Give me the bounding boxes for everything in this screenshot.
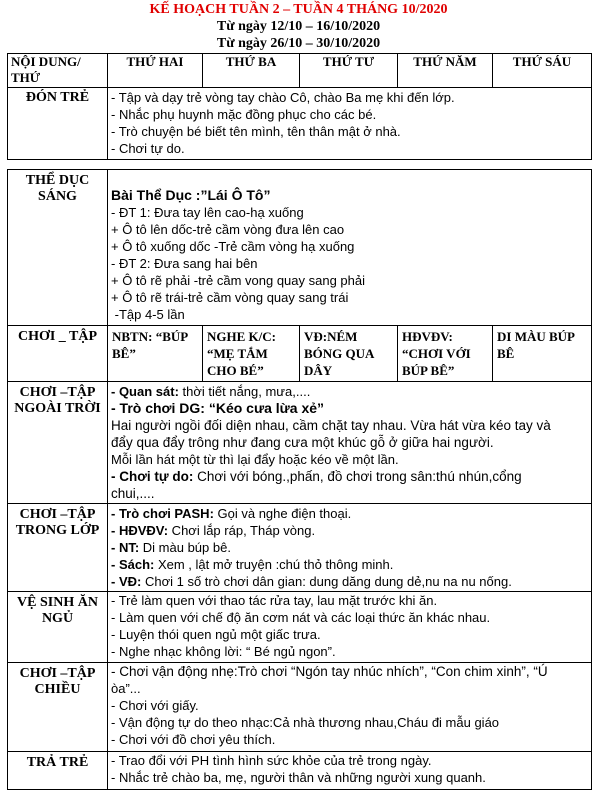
text-line: òa”...: [111, 681, 141, 696]
row-ngoai-troi: [8, 382, 592, 504]
text-line: + Ô tô rẽ phải -trẻ cầm vong quay sang phải: [111, 273, 366, 288]
header-wednesday: THỨ TƯ: [300, 54, 398, 88]
bold-key: - VĐ:: [111, 574, 142, 589]
text-line: Hai người ngồi đối diện nhau, cầm chặt tay nhau. Vừa hát vừa kéo tay và: [111, 418, 551, 433]
text-line: - ĐT 1: Đưa tay lên cao-hạ xuống: [111, 205, 304, 220]
schedule-table-top: [7, 53, 592, 160]
label-trong-lop: CHƠI –TẬP TRONG LỚP: [8, 504, 108, 592]
row-choi-tap: [8, 326, 592, 382]
text-line: chui,....: [111, 486, 155, 501]
row-ve-sinh: [8, 592, 592, 663]
text-line: - Tập và dạy trẻ vòng tay chào Cô, chào Ba mẹ khi đến lớp.: [111, 90, 455, 105]
text-line: - Trò chuyện bé biết tên mình, tên thân mật ở nhà.: [111, 124, 401, 139]
text-line: [111, 522, 591, 539]
activity-thursday: HĐVĐV: “CHƠI VỚI BÚP BÊ”: [398, 326, 493, 382]
text-line: [111, 468, 591, 485]
plan-title: KẾ HOẠCH TUẦN 2 – TUẦN 4 THÁNG 10/2020: [149, 2, 448, 17]
content-don-tre: [108, 88, 592, 160]
bold-key: - Sách:: [111, 557, 155, 572]
row-don-tre: [8, 88, 592, 160]
activity-friday: DI MÀU BÚP BÊ: [493, 326, 592, 382]
activity-tuesday: NGHE K/C: “MẸ TẮM CHO BÉ”: [203, 326, 300, 382]
text-line: - Chơi với giấy.: [111, 698, 199, 713]
content-tra-tre: [108, 752, 592, 790]
text-line: - Chơi vận động nhẹ:Trò chơi “Ngón tay nhúc nhích”, “Con chim xinh”, “Ú: [111, 664, 548, 679]
activity-monday: NBTN: “BÚP BÊ”: [108, 326, 203, 382]
header-monday: THỨ HAI: [108, 54, 203, 88]
text-value: Chơi lắp ráp, Tháp vòng.: [168, 523, 316, 538]
bold-key: - Trò chơi PASH:: [111, 506, 214, 521]
date-range-1: Từ ngày 12/10 – 16/10/2020: [216, 19, 381, 34]
text-value: Di màu búp bê.: [139, 540, 231, 555]
label-ngoai-troi: CHƠI –TẬP NGOÀI TRỜI: [8, 382, 108, 504]
header-content-day: NỘI DUNG/ THỨ: [8, 54, 108, 88]
text-line: [111, 400, 591, 417]
text-line: đẩy qua đẩy trông như đang cưa một khúc gỗ ở giữa hai người.: [111, 435, 494, 450]
text-value: Xem , lật mở truyện :chú thỏ thông minh.: [154, 557, 394, 572]
row-the-duc: [8, 170, 592, 326]
text-line: + Ô tô lên dốc-trẻ cầm vòng đưa lên cao: [111, 222, 345, 237]
content-the-duc: [108, 170, 592, 326]
text-line: - Chơi tự do.: [111, 141, 185, 156]
bold-key: - Trò chơi DG: “Kéo cưa lừa xẻ”: [111, 400, 325, 416]
bold-key: - HĐVĐV:: [111, 523, 169, 538]
header-thursday: THỨ NĂM: [398, 54, 493, 88]
row-trong-lop: [8, 504, 592, 592]
content-trong-lop: [108, 504, 592, 592]
content-ve-sinh: [108, 592, 592, 663]
text-line: - Nhắc phụ huynh mặc đồng phục cho các bé.: [111, 107, 377, 122]
text-line: - Trẻ làm quen với thao tác rửa tay, lau mặt trước khi ăn.: [111, 593, 438, 608]
text-line: + Ô tô xuống dốc -Trẻ cầm vòng hạ xuống: [111, 239, 355, 254]
text-line: [111, 573, 591, 590]
content-ngoai-troi: [108, 382, 592, 504]
row-tra-tre: [8, 752, 592, 790]
header-tuesday: THỨ BA: [203, 54, 300, 88]
label-choi-tap: CHƠI _ TẬP: [8, 326, 108, 382]
text-line: [111, 505, 591, 522]
text-line: - Chơi với đồ chơi yêu thích.: [111, 732, 276, 747]
text-value: thời tiết nắng, mưa,....: [178, 384, 311, 399]
text-line: -Tập 4-5 lần: [111, 307, 185, 322]
label-tra-tre: TRẢ TRẺ: [8, 752, 108, 790]
label-ve-sinh: VỆ SINH ĂN NGỦ: [8, 592, 108, 663]
label-chieu: CHƠI –TẬP CHIỀU: [8, 663, 108, 752]
content-chieu: [108, 663, 592, 752]
label-the-duc: THỂ DỤC SÁNG: [8, 170, 108, 326]
text-line: - Trao đổi với PH tình hình sức khỏe của trẻ trong ngày.: [111, 753, 432, 768]
date-range-2: Từ ngày 26/10 – 30/10/2020: [216, 36, 381, 51]
header-friday: THỨ SÁU: [493, 54, 592, 88]
schedule-table-main: [7, 169, 592, 790]
exercise-title: Bài Thể Dục :”Lái Ô Tô”: [111, 187, 271, 203]
text-line: - Nhắc trẻ chào ba, mẹ, người thân và những người xung quanh.: [111, 770, 486, 785]
row-chieu: [8, 663, 592, 752]
bold-key: - NT:: [111, 540, 140, 555]
text-line: [111, 539, 591, 556]
text-value: Gọi và nghe điện thoại.: [213, 506, 352, 521]
text-line: [111, 383, 591, 400]
text-line: [111, 556, 591, 573]
bold-key: - Quan sát:: [111, 384, 179, 399]
text-line: + Ô tô rẽ trái-trẻ cầm vòng quay sang trái: [111, 290, 349, 305]
activity-wednesday: VĐ:NÉM BÓNG QUA DÂY: [300, 326, 398, 382]
text-value: Chơi 1 số trò chơi dân gian: dung dăng dung dẻ,nu na nu nống.: [141, 574, 512, 589]
text-line: - ĐT 2: Đưa sang hai bên: [111, 256, 258, 271]
bold-key: - Chơi tự do:: [111, 469, 194, 484]
text-line: - Vận động tự do theo nhạc:Cả nhà thương nhau,Cháu đi mẫu giáo: [111, 715, 500, 730]
text-line: - Làm quen với chế độ ăn cơm nát và các loại thức ăn khác nhau.: [111, 610, 491, 625]
label-don-tre: ĐÓN TRẺ: [8, 88, 108, 160]
header-row: [8, 54, 592, 88]
text-value: Chơi với bóng.,phấn, đồ chơi trong sân:thú nhún,cổng: [193, 469, 522, 484]
text-line: - Luyện thói quen ngủ một giấc trưa.: [111, 627, 321, 642]
text-line: Mỗi lần hát một từ thì lại đẩy hoặc kéo về một lần.: [111, 452, 399, 467]
text-line: - Nghe nhạc không lời: “ Bé ngủ ngon”.: [111, 644, 336, 659]
